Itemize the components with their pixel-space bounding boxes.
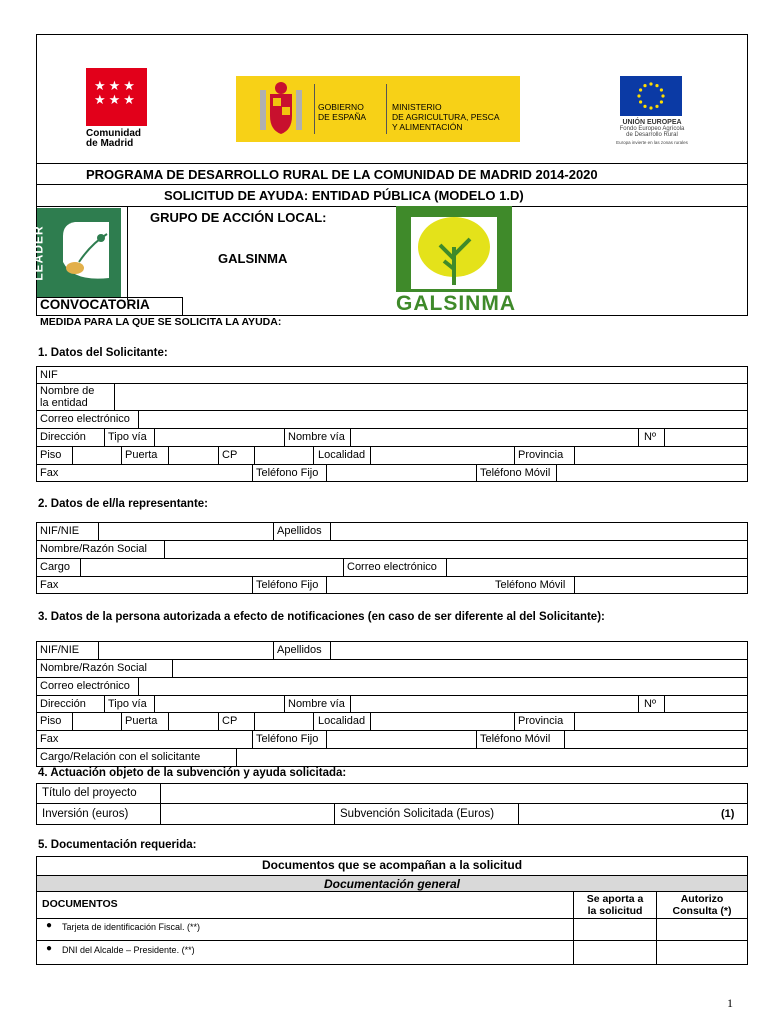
madrid-logo-text-1: Comunidad	[86, 128, 141, 139]
not-fax-label: Fax	[40, 733, 59, 745]
fax-field[interactable]	[60, 465, 250, 482]
not-localidad-label: Localidad	[318, 715, 366, 727]
cell-line	[252, 576, 253, 594]
nombre-entidad-label-2: la entidad	[40, 397, 88, 409]
titulo-proyecto-field[interactable]	[161, 784, 747, 803]
rep-nombre-field[interactable]	[165, 541, 747, 558]
not-cargo-field[interactable]	[237, 749, 747, 767]
cp-field[interactable]	[255, 447, 312, 464]
piso-label: Piso	[40, 449, 62, 461]
not-nombre-label: Nombre/Razón Social	[40, 662, 147, 674]
not-cp-field[interactable]	[255, 713, 312, 730]
grupo-value: GALSINMA	[218, 251, 288, 266]
header-line	[182, 297, 183, 316]
not-cp-label: CP	[222, 715, 238, 727]
not-nombre-field[interactable]	[173, 660, 747, 677]
rep-nif-field[interactable]	[99, 523, 272, 540]
autorizo-checkbox[interactable]	[657, 941, 747, 964]
nombre-via-label: Nombre vía	[288, 431, 345, 443]
direccion-label: Dirección	[40, 431, 86, 443]
nif-label: NIF	[40, 369, 58, 381]
rep-cargo-label: Cargo	[40, 561, 70, 573]
section-2-title: 2. Datos de el/la representante:	[38, 498, 209, 510]
tel-fijo-label: Teléfono Fijo	[256, 467, 319, 479]
documentacion-general-label: Documentación general	[323, 877, 461, 891]
eu-text-2: de Desarrollo Rural	[626, 132, 678, 138]
not-numero-label: Nº	[644, 698, 656, 710]
leader-frame	[36, 206, 128, 300]
rep-tel-fijo-label: Teléfono Fijo	[256, 579, 319, 591]
ministerio-text-3: Y ALIMENTACIÓN	[392, 122, 463, 132]
page-number: 1	[727, 996, 733, 1010]
tel-movil-label: Teléfono Móvil	[480, 467, 551, 479]
not-fax-field[interactable]	[60, 731, 250, 748]
rep-fax-label: Fax	[40, 579, 59, 591]
not-puerta-field[interactable]	[169, 713, 217, 730]
cell-line	[313, 712, 314, 730]
solicitud-title: SOLICITUD DE AYUDA: ENTIDAD PÚBLICA (MODELO 1.D)	[164, 188, 524, 203]
cell-line	[252, 730, 253, 748]
bullet-icon: ●	[46, 920, 53, 931]
tree-icon	[396, 206, 512, 292]
se-aporta-header-1: Se aporta a	[586, 893, 644, 905]
grupo-label: GRUPO DE ACCIÓN LOCAL:	[150, 210, 327, 225]
header-line	[36, 206, 748, 207]
cell-line	[334, 803, 335, 825]
header-line	[36, 163, 748, 164]
bullet-icon: ●	[46, 943, 53, 954]
cell-line	[476, 730, 477, 748]
subvencion-label: Subvención Solicitada (Euros)	[340, 808, 495, 820]
cell-line	[343, 558, 344, 576]
not-localidad-field[interactable]	[371, 713, 513, 730]
cell-line	[218, 712, 219, 730]
rep-tel-fijo-field[interactable]	[327, 577, 492, 594]
rep-apellidos-field[interactable]	[331, 523, 747, 540]
eu-logo	[612, 76, 692, 150]
autorizo-header-2: Consulta (*)	[672, 905, 732, 917]
autorizo-header-1: Autorizo	[680, 893, 724, 905]
tipo-via-field[interactable]	[155, 429, 283, 446]
inversion-field[interactable]	[161, 804, 333, 825]
localidad-field[interactable]	[371, 447, 513, 464]
puerta-label: Puerta	[125, 449, 158, 461]
not-provincia-field[interactable]	[575, 713, 747, 730]
rep-fax-field[interactable]	[60, 577, 250, 594]
not-numero-field[interactable]	[665, 696, 747, 712]
section-1-title: 1. Datos del Solicitante:	[38, 347, 168, 359]
rep-apellidos-label: Apellidos	[277, 525, 322, 537]
not-correo-field[interactable]	[139, 678, 747, 695]
rep-tel-movil-field[interactable]	[575, 577, 747, 594]
cell-line	[514, 446, 515, 464]
correo-label: Correo electrónico	[40, 413, 130, 425]
tel-fijo-field[interactable]	[327, 465, 474, 482]
titulo-proyecto-label: Título del proyecto	[42, 787, 137, 799]
subvencion-field[interactable]	[519, 804, 719, 825]
eu-flag-icon	[620, 76, 682, 116]
eu-title: UNIÓN EUROPEA	[622, 119, 682, 126]
not-tipo-via-label: Tipo vía	[108, 698, 147, 710]
not-tel-movil-field[interactable]	[565, 731, 747, 748]
madrid-logo-text-2: de Madrid	[86, 138, 134, 149]
nif-field[interactable]	[36, 366, 748, 384]
localidad-label: Localidad	[318, 449, 366, 461]
provincia-field[interactable]	[575, 447, 747, 464]
se-aporta-header-2: la solicitud	[587, 905, 643, 917]
cell-line	[638, 695, 639, 712]
not-nif-field[interactable]	[99, 642, 272, 659]
section-3-title: 3. Datos de la persona autorizada a efecto de notificaciones (en caso de ser diferente al del Solicitante):	[38, 611, 605, 623]
programa-title: PROGRAMA DE DESARROLLO RURAL DE LA COMUNIDAD DE MADRID 2014-2020	[86, 167, 598, 182]
not-nif-label: NIF/NIE	[40, 644, 80, 656]
cell-line	[273, 522, 274, 540]
madrid-logo	[86, 68, 150, 150]
leader-text: LEADER	[31, 225, 46, 281]
not-tipo-via-field[interactable]	[155, 696, 283, 712]
not-nombre-via-field[interactable]	[351, 696, 637, 712]
rep-correo-label: Correo electrónico	[347, 561, 437, 573]
cell-line	[121, 712, 122, 730]
galsinma-logo	[396, 206, 516, 316]
coat-of-arms-icon	[256, 80, 306, 138]
cell-line	[104, 695, 105, 712]
galsinma-wordmark: GALSINMA	[396, 292, 516, 315]
not-direccion-label: Dirección	[40, 698, 86, 710]
numero-field[interactable]	[665, 429, 747, 446]
not-apellidos-field[interactable]	[331, 642, 747, 659]
nombre-entidad-field[interactable]	[115, 384, 747, 410]
rep-tel-movil-label: Teléfono Móvil	[495, 579, 566, 591]
nombre-via-field[interactable]	[351, 429, 637, 446]
puerta-field[interactable]	[169, 447, 217, 464]
cell-line	[252, 464, 253, 482]
documento-item: Tarjeta de identificación Fiscal. (**)	[62, 922, 201, 932]
rep-nombre-label: Nombre/Razón Social	[40, 543, 147, 555]
aporta-checkbox[interactable]	[574, 941, 656, 964]
cell-line	[313, 446, 314, 464]
not-piso-field[interactable]	[73, 713, 120, 730]
row-line	[36, 891, 748, 892]
cell-line	[638, 428, 639, 446]
rep-cargo-field[interactable]	[81, 559, 342, 576]
provincia-label: Provincia	[518, 449, 564, 461]
tipo-via-label: Tipo vía	[108, 431, 147, 443]
medida-label: MEDIDA PARA LA QUE SE SOLICITA LA AYUDA:	[40, 316, 282, 328]
cell-line	[284, 428, 285, 446]
cell-line	[514, 712, 515, 730]
star-icon: ★★★ ★★★	[94, 78, 138, 107]
not-nombre-via-label: Nombre vía	[288, 698, 345, 710]
correo-field[interactable]	[139, 411, 747, 428]
aporta-checkbox[interactable]	[574, 919, 656, 940]
cell-line	[273, 641, 274, 659]
eu-text-1: Fondo Europeo Agrícola	[619, 126, 685, 132]
not-apellidos-label: Apellidos	[277, 644, 322, 656]
not-provincia-label: Provincia	[518, 715, 564, 727]
not-tel-fijo-label: Teléfono Fijo	[256, 733, 319, 745]
numero-label: Nº	[644, 431, 656, 443]
cell-line	[476, 464, 477, 482]
documentos-table-title: Documentos que se acompañan a la solicitud	[261, 858, 523, 872]
convocatoria-label: CONVOCATORIA	[40, 297, 150, 312]
documento-item: DNI del Alcalde – Presidente. (**)	[62, 945, 195, 955]
header-line	[36, 184, 748, 185]
cell-line	[104, 428, 105, 446]
nota-1-label: (1)	[721, 808, 735, 820]
tel-movil-field[interactable]	[557, 465, 747, 482]
section-5-title: 5. Documentación requerida:	[38, 839, 197, 851]
not-cargo-label: Cargo/Relación con el solicitante	[40, 751, 201, 763]
not-puerta-label: Puerta	[125, 715, 158, 727]
gobierno-text-2: DE ESPAÑA	[318, 112, 367, 122]
ministerio-text-2: DE AGRICULTURA, PESCA	[392, 112, 500, 122]
not-tel-fijo-field[interactable]	[327, 731, 474, 748]
gobierno-text-1: GOBIERNO	[318, 102, 364, 112]
cp-label: CP	[222, 449, 238, 461]
documentos-header: DOCUMENTOS	[42, 898, 118, 910]
rep-correo-field[interactable]	[447, 559, 747, 576]
cell-line	[121, 446, 122, 464]
not-piso-label: Piso	[40, 715, 62, 727]
cell-line	[218, 446, 219, 464]
logo-divider	[386, 84, 387, 134]
nombre-entidad-label-1: Nombre de	[40, 385, 95, 397]
piso-field[interactable]	[73, 447, 120, 464]
cell-line	[284, 695, 285, 712]
rep-nif-label: NIF/NIE	[40, 525, 80, 537]
not-tel-movil-label: Teléfono Móvil	[480, 733, 551, 745]
not-correo-label: Correo electrónico	[40, 680, 130, 692]
inversion-label: Inversión (euros)	[42, 808, 129, 820]
section-4-title: 4. Actuación objeto de la subvención y ayuda solicitada:	[38, 767, 347, 779]
autorizo-checkbox[interactable]	[657, 919, 747, 940]
logo-divider	[314, 84, 315, 134]
fax-label: Fax	[40, 467, 59, 479]
eu-text-3: Europa invierte en las zonas rurales	[616, 140, 688, 145]
ministerio-text-1: MINISTERIO	[392, 102, 442, 112]
gobierno-logo	[236, 76, 520, 142]
